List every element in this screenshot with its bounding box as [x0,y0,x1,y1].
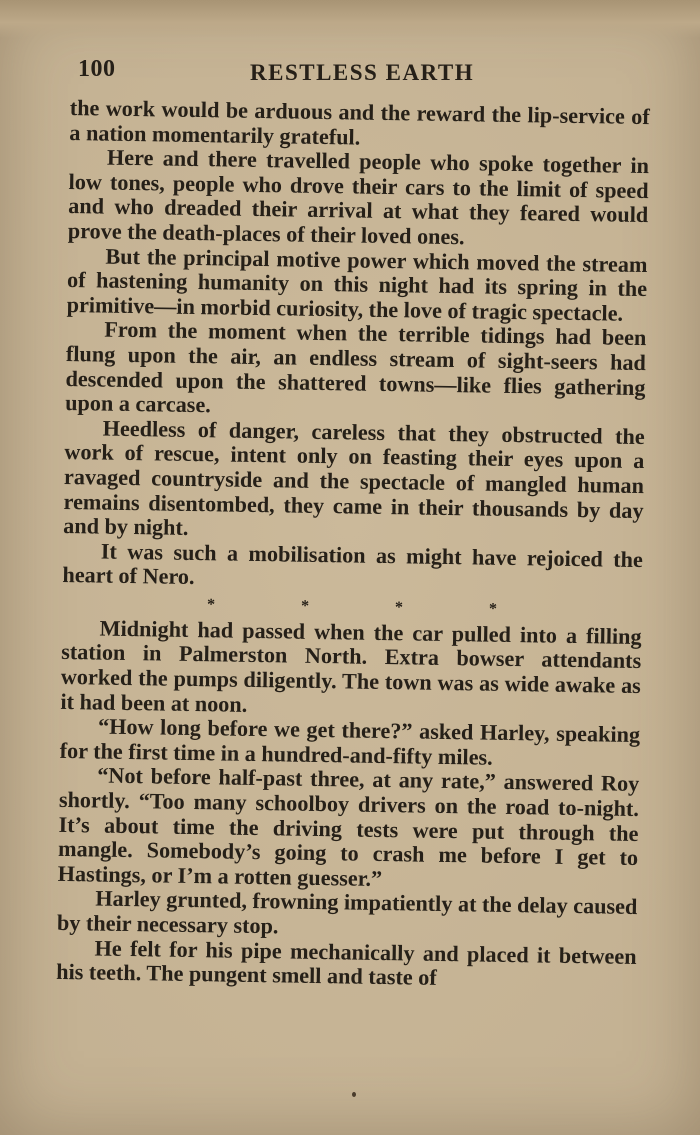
paragraph: “Not before half-past three, at any rate,” answered Roy shortly. “Too many schoolboy drivers on the road to-night. It’s about time the driving tests were put through the mangle. Somebody’s going to crash me before I get to Hastings, or I’m a rotten guesser.” [57,762,640,891]
paragraph: Heedless of danger, careless that they obstructed the work of rescue, intent only on feasting their eyes upon a ravaged countryside and the spectacle of mangled human remains disentombed, they came in their thousands by day and by night. [63,415,645,541]
running-title: RESTLESS EARTH [250,60,475,85]
print-speck [352,1092,356,1097]
section-break-star: * [394,599,404,617]
paragraph: It was such a mobilisation as might have rejoiced the heart of Nero. [62,538,643,590]
paragraph: “How long before we get there?” asked Harley, speaking for the first time in a hundred-and-fifty miles. [59,713,641,770]
section-break-star: * [206,596,216,614]
paragraph: He felt for his pipe mechanically and placed it between his teeth. The pungent smell and taste of [56,935,637,991]
section-break-star: * [300,597,310,615]
body-text [56,96,650,994]
paragraph: But the principal motive power which moved the stream of hastening humanity on this night had its spring in the primitive—in morbid curiosity, the love of tragic spectacle. [66,243,648,326]
paragraph: Midnight had passed when the car pulled into a filling station in Palmerston North. Extra bowser attendants worked the pumps diligently. The town was as wide awake as it had been at noon. [60,615,642,717]
section-break-star: * [488,600,498,618]
page-top-edge [0,0,700,38]
page-number: 100 [78,56,116,82]
paragraph: Here and there travelled people who spoke together in low tones, people who drove their cars to the limit of speed and who dreaded their arrival at what they feared would prove the death-places of their loved ones. [67,144,650,250]
paragraph: From the moment when the terrible tidings had been flung upon the air, an endless stream of sight-seers had descended upon the shattered towns—like flies gathering upon a carcase. [64,316,647,418]
page-header [78,56,653,92]
paragraph: Harley grunted, frowning impatiently at the delay caused by their necessary stop. [56,885,638,939]
section-break [207,596,497,619]
paragraph: the work would be arduous and the reward the lip-service of a nation momentarily grateful. [69,95,650,150]
